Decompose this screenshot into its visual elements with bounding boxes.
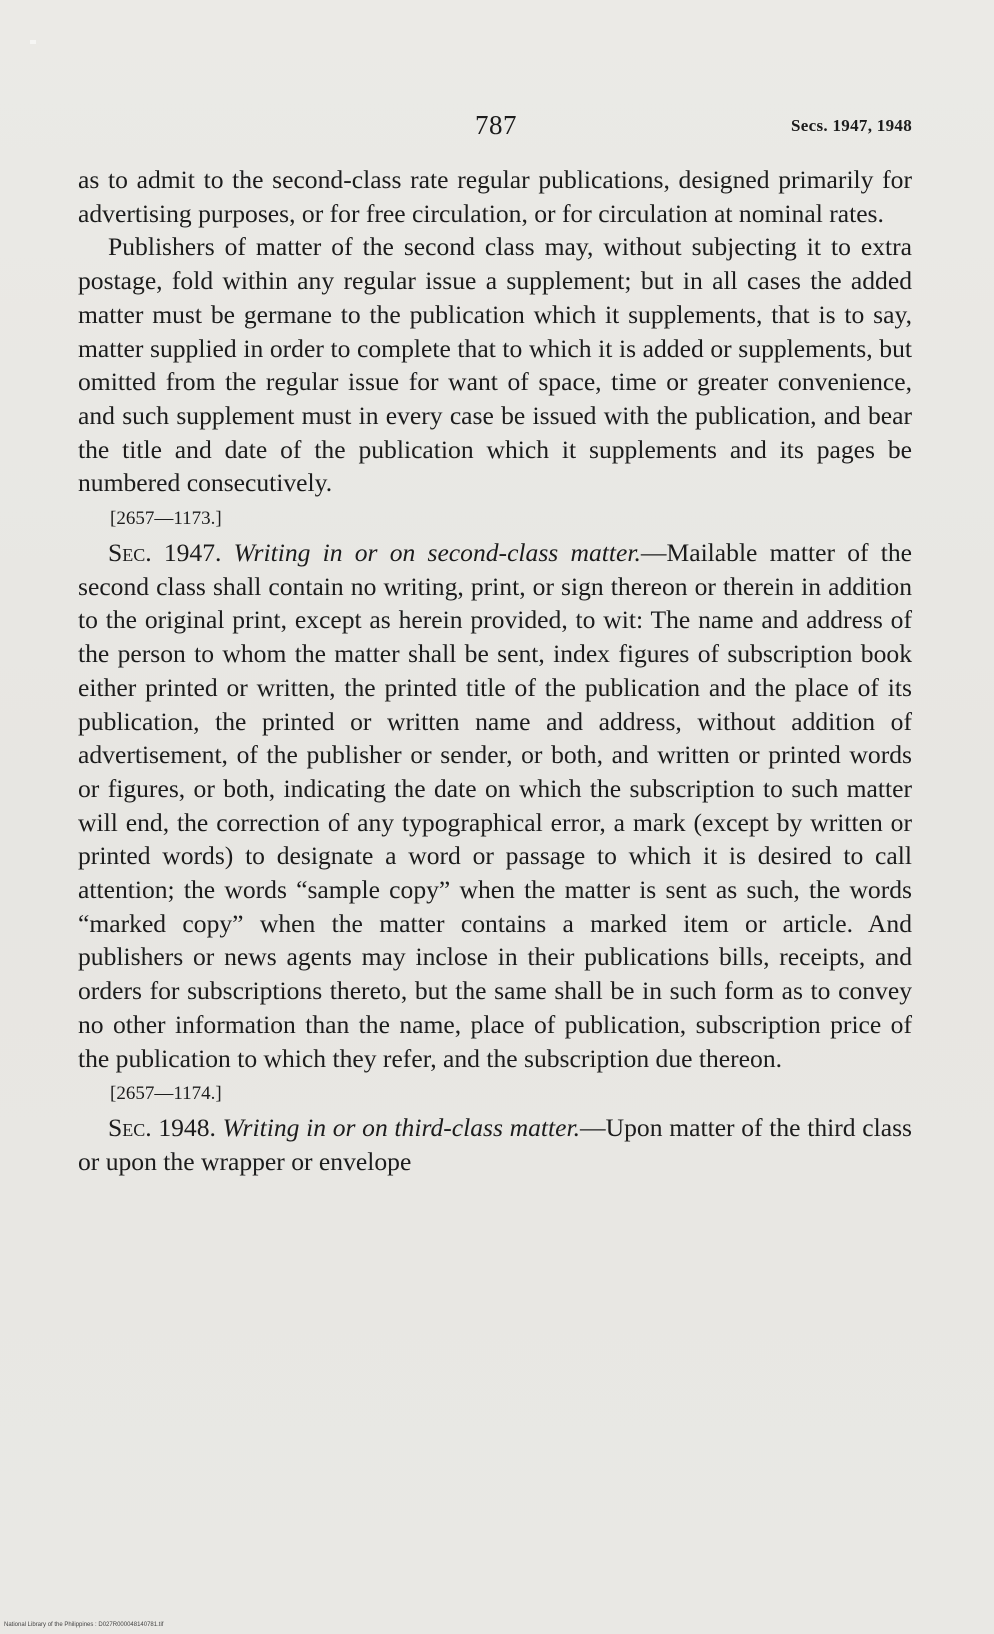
running-head: Secs. 1947, 1948 — [791, 116, 912, 135]
paragraph-continuation: as to admit to the second-class rate regular publications, designed primarily for advertising purposes, or for free circulation, or for circulation at nominal rates. — [78, 165, 912, 228]
section-1947-label: Sec. 1947. — [108, 538, 222, 568]
section-1948 — [78, 1111, 912, 1178]
page-header — [80, 108, 912, 148]
section-1948-title: Writing in or on third-class matter. — [222, 1113, 581, 1143]
scan-credit: National Library of the Philippines : D027R000048140781.tif — [4, 1622, 164, 1628]
section-1947 — [78, 536, 912, 1075]
scan-edge-mark — [30, 40, 36, 44]
section-1948-label: Sec. 1948. — [108, 1113, 216, 1143]
citation-1174: [2657—1174.] — [110, 1083, 222, 1105]
section-1948-body: —Upon matter of the third class or upon the wrapper or envelope — [78, 1113, 913, 1176]
citation-1173: [2657—1173.] — [110, 508, 222, 530]
section-1947-body: —Mailable matter of the second class shall contain no writing, print, or sign thereon or therein in addition to the original print, except as herein provided, to wit: The name and address of the person to whom the matter shall be sent, index figures of subscription book either printed or written, the printed title of the publication and the place of its publication, the printed or written name and address, without addition of advertisement, of the publisher or sender, or both, and written or printed words or figures, or both, indicating the date on which the subscription to such matter will end, the correction of any typographical error, a mark (except by written or printed words) to designate a word or passage to which it is desired to call attention; the words “sample copy” when the matter is sent as such, the words “marked copy” when the matter contains a marked item or article. And publishers or news agents may inclose in their publications bills, receipts, and orders for subscriptions thereto, but the same shall be in such form as to convey no other information than the name, place of publication, subscription price of the publication to which they refer, and the subscription due thereon. — [78, 538, 912, 1073]
paragraph-supplement: Publishers of matter of the second class may, without subjecting it to extra postage, fold within any regular issue a supplement; but in all cases the added matter must be germane to the publication which it supplements, that is to say, matter supplied in order to complete that to which it is added or supplements, but omitted from the regular issue for want of space, time or greater convenience, and such supplement must in every case be issued with the publication, and bear the title and date of the publication which it supplements and its pages be numbered consecutively. — [78, 232, 912, 498]
body-text — [78, 163, 912, 1179]
page-number: 787 — [475, 110, 517, 140]
section-1947-title: Writing in or on second-class matter. — [233, 538, 641, 568]
